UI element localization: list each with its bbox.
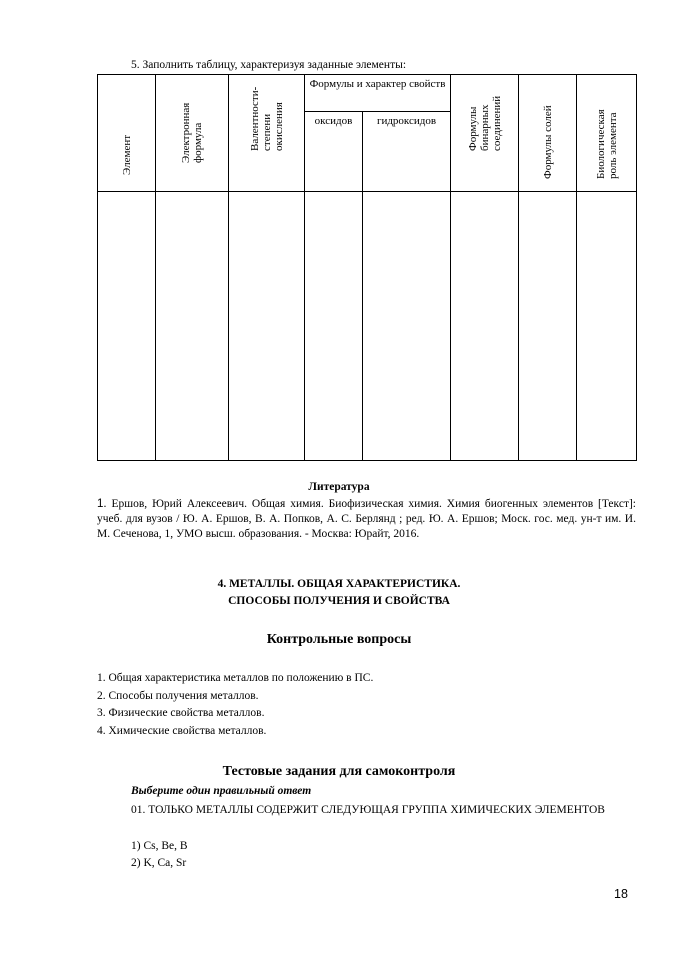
header-hydroxides: гидроксидов [363, 112, 451, 192]
table-row [98, 192, 637, 461]
control-questions-title: Контрольные вопросы [266, 632, 412, 647]
table-cell[interactable] [305, 192, 363, 461]
table-cell[interactable] [229, 192, 305, 461]
page-number: 18 [614, 887, 628, 901]
header-formulas-group: Формулы и характер свойств [305, 75, 451, 112]
literature-title: Литература [308, 481, 370, 493]
literature-item [97, 497, 636, 542]
list-item: 4. Химические свойства металлов. [97, 724, 267, 737]
header-element: Элемент [98, 75, 156, 192]
literature-item-number: 1. [97, 498, 107, 510]
task-heading: 5. Заполнить таблицу, характеризуя заданные элементы: [131, 59, 407, 71]
section-title-line2: СПОСОБЫ ПОЛУЧЕНИЯ И СВОЙСТВА [228, 595, 450, 607]
header-oxides: оксидов [305, 112, 363, 192]
literature-item-text: Ершов, Юрий Алексеевич. Общая химия. Биофизическая химия. Химия биогенных элементов [Текст]: учеб. для вузов / Ю. А. Ершов, В. А. Попков, А. С. Берлянд ; ред. Ю. А. Ершов; Моск. гос. мед. ун-т им. И. М. Сеченова, 1, УМО высш. образования. - Москва: Юрайт, 2016. [97, 498, 636, 540]
tests-title: Тестовые задания для самоконтроля [222, 764, 456, 779]
table-cell[interactable] [451, 192, 519, 461]
tests-instruction: Выберите один правильный ответ [131, 785, 312, 797]
header-biological-role: Биологическая роль элемента [577, 75, 637, 192]
list-item: 1. Общая характеристика металлов по положению в ПС. [97, 672, 374, 684]
header-binary-compounds: Формулы бинарных соединений [451, 75, 519, 192]
section-title [0, 576, 678, 610]
answer-option[interactable]: 2) K, Ca, Sr [131, 857, 187, 869]
header-valence: Валентности- степени окисления [229, 75, 305, 192]
test-answers [131, 838, 188, 872]
table-cell[interactable] [577, 192, 637, 461]
header-salt-formulas: Формулы солей [519, 75, 577, 192]
control-questions-list [97, 670, 373, 740]
section-title-line1: 4. МЕТАЛЛЫ. ОБЩАЯ ХАРАКТЕРИСТИКА. [217, 578, 461, 590]
element-characteristics-table [97, 74, 637, 461]
table-cell[interactable] [363, 192, 451, 461]
table-cell[interactable] [98, 192, 156, 461]
list-item: 2. Способы получения металлов. [97, 689, 259, 702]
table-cell[interactable] [519, 192, 577, 461]
list-item: 3. Физические свойства металлов. [97, 707, 265, 719]
test-question: 01. ТОЛЬКО МЕТАЛЛЫ СОДЕРЖИТ СЛЕДУЮЩАЯ ГРУППА ХИМИЧЕСКИХ ЭЛЕМЕНТОВ [131, 804, 605, 816]
table-cell[interactable] [156, 192, 229, 461]
answer-option[interactable]: 1) Cs, Be, B [131, 840, 188, 852]
header-electron-formula: Электронная формула [156, 75, 229, 192]
